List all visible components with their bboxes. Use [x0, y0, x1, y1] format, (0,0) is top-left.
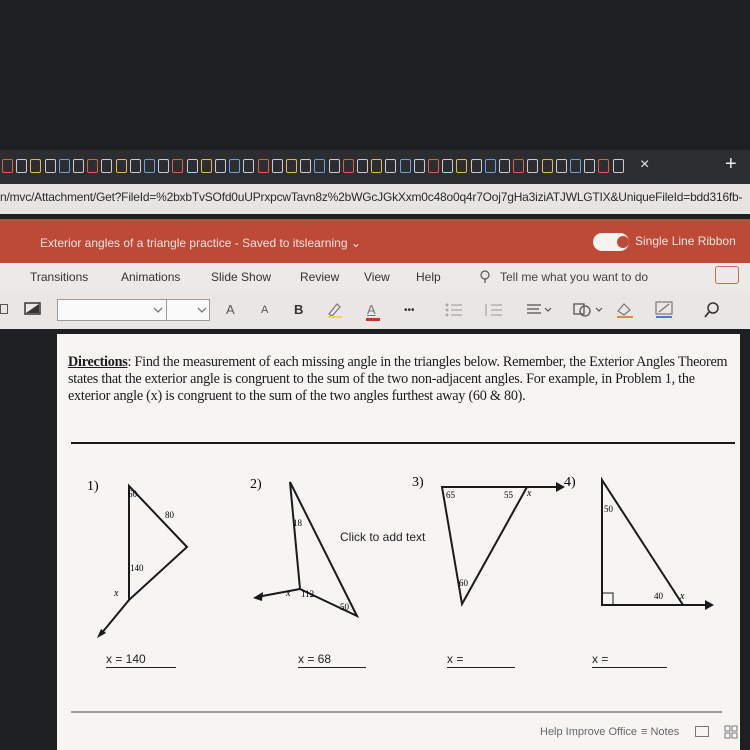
- tab-review[interactable]: Review: [300, 270, 340, 284]
- problem-2-figure: [250, 477, 357, 616]
- tab-slide-show[interactable]: Slide Show: [211, 270, 272, 284]
- directions-body: : Find the measurement of each missing angle in the triangles below. Remember, the Exterior Angles Theorem states that the exterior angle is congruent to the sum of the two non-adjacent angles. For example, in Problem 1, the exterior angle (x) is congruent to the sum of the two angles furthest away (60 & 80).: [68, 354, 728, 404]
- format-painter-icon[interactable]: [24, 302, 42, 316]
- angle-label: 50: [340, 602, 349, 612]
- browser-tab-favicon[interactable]: [499, 159, 510, 173]
- help-improve-office-link[interactable]: Help Improve Office: [540, 726, 638, 738]
- shrink-font-button[interactable]: A: [261, 304, 269, 316]
- browser-tab-favicon[interactable]: [272, 159, 283, 173]
- shapes-icon[interactable]: [572, 301, 606, 319]
- browser-tab-favicon[interactable]: [385, 159, 396, 173]
- new-tab-button[interactable]: +: [725, 153, 737, 175]
- notes-button[interactable]: [641, 726, 679, 738]
- angle-label: 40: [654, 591, 663, 601]
- problem-number: 1): [87, 479, 99, 494]
- browser-tab-favicon[interactable]: [16, 159, 27, 173]
- browser-tab-favicon[interactable]: [570, 159, 581, 173]
- x-label: x: [114, 588, 119, 599]
- tab-help[interactable]: Help: [416, 270, 441, 284]
- clipboard-icon[interactable]: [0, 304, 8, 314]
- browser-tab-favicon[interactable]: [400, 159, 411, 173]
- shape-fill-icon[interactable]: [614, 301, 638, 319]
- chevron-down-icon: [197, 306, 207, 314]
- tell-me-text: Tell me what you want to do: [500, 270, 649, 284]
- notes-label: Notes: [650, 726, 680, 738]
- answer-field-4[interactable]: x =: [592, 652, 667, 668]
- browser-tab-favicon[interactable]: [172, 159, 183, 173]
- browser-tab-favicon[interactable]: [300, 159, 311, 173]
- browser-tab-favicon[interactable]: [201, 159, 212, 173]
- problem-number: 3): [412, 475, 424, 490]
- answer-field-2[interactable]: x = 68: [298, 652, 366, 668]
- single-line-ribbon-label: Single Line Ribbon: [635, 234, 736, 248]
- browser-tab-favicon[interactable]: [144, 159, 155, 173]
- numbering-icon[interactable]: [484, 302, 504, 318]
- browser-tab-favicon[interactable]: [73, 159, 84, 173]
- tab-animations[interactable]: Animations: [121, 270, 181, 284]
- tab-view[interactable]: View: [364, 270, 390, 284]
- add-text-placeholder[interactable]: Click to add text: [340, 530, 426, 544]
- bold-button[interactable]: B: [294, 302, 304, 317]
- toggle-knob: [617, 236, 629, 248]
- close-tab-icon[interactable]: ×: [640, 156, 650, 173]
- browser-tab-favicon[interactable]: [2, 159, 13, 173]
- x-label: x: [680, 591, 685, 602]
- comments-button[interactable]: [715, 266, 739, 284]
- grow-font-button[interactable]: A: [226, 302, 235, 317]
- answer-field-1[interactable]: x = 140: [106, 652, 176, 668]
- angle-label: 55: [504, 490, 513, 500]
- angle-label: 60: [459, 578, 468, 588]
- browser-tab-favicon[interactable]: [30, 159, 41, 173]
- browser-tab-favicon[interactable]: [314, 159, 325, 173]
- answer-field-3[interactable]: x =: [447, 652, 515, 668]
- x-label: x: [527, 488, 532, 499]
- problem-4-figure: [602, 480, 714, 610]
- problem-number: 4): [564, 475, 576, 490]
- angle-label: 18: [293, 518, 302, 528]
- tab-transitions[interactable]: Transitions: [30, 270, 89, 284]
- browser-tab-favicon[interactable]: [243, 159, 254, 173]
- browser-tab-favicon[interactable]: [215, 159, 226, 173]
- browser-tab-favicon[interactable]: [442, 159, 453, 173]
- url-text[interactable]: n/mvc/Attachment/Get?FileId=%2bxbTvSOfd0uUPrxpcwTavn8z%2bWGcJGkXxm0c48o0q4r7Ooj7gHa3iziATJWLGTIX&UniqueFileId=bdd316fb-: [0, 190, 743, 204]
- angle-label: 140: [130, 563, 144, 573]
- browser-tab-favicon[interactable]: [187, 159, 198, 173]
- browser-tab-favicon[interactable]: [229, 159, 240, 173]
- more-options-button[interactable]: •••: [404, 305, 415, 316]
- browser-tab-favicon[interactable]: [471, 159, 482, 173]
- browser-tab-favicon[interactable]: [428, 159, 439, 173]
- browser-tab-favicon[interactable]: [371, 159, 382, 173]
- browser-tab-favicon[interactable]: [87, 159, 98, 173]
- browser-tab-favicon[interactable]: [613, 159, 624, 173]
- angle-label: 50: [604, 504, 613, 514]
- chevron-down-icon: [153, 306, 163, 314]
- browser-tab-favicon[interactable]: [527, 159, 538, 173]
- directions-label: Directions: [68, 354, 128, 370]
- browser-tab-favicon[interactable]: [45, 159, 56, 173]
- browser-tab-favicon[interactable]: [542, 159, 553, 173]
- notes-icon: ≡: [641, 726, 651, 738]
- browser-tab-favicon[interactable]: [286, 159, 297, 173]
- browser-tab-favicon[interactable]: [598, 159, 609, 173]
- browser-tab-favicon[interactable]: [513, 159, 524, 173]
- x-label: x: [286, 588, 291, 599]
- font-color-button[interactable]: A: [367, 302, 376, 317]
- angle-label: 65: [446, 490, 455, 500]
- tell-me-search[interactable]: [478, 270, 648, 284]
- browser-tab-favicon[interactable]: [116, 159, 127, 173]
- problem-number: 2): [250, 477, 262, 492]
- browser-tab-favicon[interactable]: [343, 159, 354, 173]
- bullets-icon[interactable]: [444, 302, 464, 318]
- browser-tab-favicon[interactable]: [456, 159, 467, 173]
- browser-tab-favicon[interactable]: [258, 159, 269, 173]
- browser-tab-favicon[interactable]: [329, 159, 340, 173]
- browser-tab-favicon[interactable]: [130, 159, 141, 173]
- browser-tab-favicon[interactable]: [101, 159, 112, 173]
- document-title[interactable]: Exterior angles of a triangle practice - Saved to itslearning ⌄: [40, 236, 361, 250]
- browser-tab-favicon[interactable]: [158, 159, 169, 173]
- angle-label: 80: [165, 510, 174, 520]
- problem-3-figure: [412, 475, 576, 604]
- highlight-icon[interactable]: [326, 301, 346, 319]
- shape-outline-icon[interactable]: [654, 300, 678, 320]
- browser-tab-favicon[interactable]: [485, 159, 496, 173]
- browser-tab-favicon[interactable]: [414, 159, 425, 173]
- normal-view-icon[interactable]: [695, 726, 709, 737]
- slide-sorter-icon[interactable]: [724, 725, 738, 739]
- font-color-swatch: [366, 318, 380, 321]
- search-icon[interactable]: [703, 301, 721, 319]
- align-icon[interactable]: [525, 302, 553, 318]
- browser-tab-favicon[interactable]: [556, 159, 567, 173]
- browser-tab-strip: [0, 150, 750, 184]
- angle-label: 112: [301, 589, 315, 599]
- browser-tab-favicon[interactable]: [584, 159, 595, 173]
- browser-tab-favicon[interactable]: [357, 159, 368, 173]
- angle-label: 60: [128, 489, 137, 499]
- browser-tab-favicon[interactable]: [59, 159, 70, 173]
- problem-1-figure: [87, 479, 187, 638]
